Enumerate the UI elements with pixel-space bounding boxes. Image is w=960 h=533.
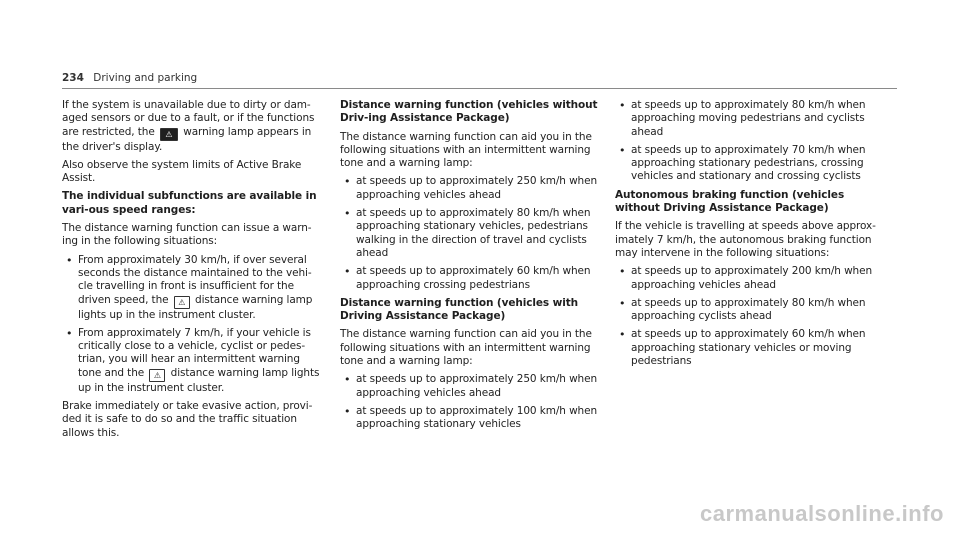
paragraph-intro: The distance warning function can aid you in the following situations with an intermittent warning tone and a warning lamp: xyxy=(340,130,592,170)
paragraph-system-limits: Also observe the system limits of Active Brake Assist. xyxy=(62,158,302,185)
list-item xyxy=(62,254,320,322)
list-item: • at speeds up to approximately 100 km/h when approaching stationary vehicles xyxy=(340,405,602,432)
list-item: • at speeds up to approximately 80 km/h when approaching stationary vehicles, pedestrians walking in the direction of travel and cyclists ahead xyxy=(340,207,602,260)
list-item-text: From approximately 30 km/h, if over several seconds the distance maintained to the vehi-cle travelling in front is insufficient for the driven speed, the xyxy=(78,253,312,306)
list-item: • at speeds up to approximately 70 km/h when approaching stationary pedestrians, crossing vehicles and stationary and crossing cyclists xyxy=(615,144,885,184)
paragraph-text: warning lamp appears in the driver's display. xyxy=(62,125,312,153)
section-title: Driving and parking xyxy=(93,72,198,84)
page-number: 234 xyxy=(62,72,84,84)
bullet-list-left xyxy=(62,254,320,395)
paragraph-text: If the system is unavailable due to dirty or dam-aged sensors or due to a fault, or if the functions are restricted, the xyxy=(62,99,315,138)
bullet-list-autonomous xyxy=(615,265,885,368)
page-header xyxy=(62,72,197,84)
brake-assist-warning-icon: ⚠ xyxy=(160,128,178,141)
list-item: • at speeds up to approximately 80 km/h when approaching cyclists ahead xyxy=(615,297,885,324)
watermark: carmanualsonline.info xyxy=(700,501,944,526)
list-item: • at speeds up to approximately 250 km/h when approaching vehicles ahead xyxy=(340,373,602,400)
list-item: • at speeds up to approximately 80 km/h when approaching moving pedestrians and cyclists ahead xyxy=(615,99,885,139)
heading-without-package: Distance warning function (vehicles without Driv-ing Assistance Package) xyxy=(340,99,598,125)
paragraph-brake-immediately: Brake immediately or take evasive action, provi-ded it is safe to do so and the traffic situation allows this. xyxy=(62,400,313,439)
paragraph-distance-warning: The distance warning function can issue a warn-ing in the following situations: xyxy=(62,222,312,248)
column-middle xyxy=(340,99,602,437)
distance-warning-lamp-icon: ⚠ xyxy=(149,369,165,382)
paragraph-intro: The distance warning function can aid you in the following situations with an intermittent warning tone and a warning lamp: xyxy=(340,328,592,368)
list-item-text: distance warning lamp lights up in the instrument cluster. xyxy=(78,366,320,394)
column-right xyxy=(615,99,885,373)
bullet-list-without-package xyxy=(340,175,602,291)
heading-speed-ranges: The individual subfunctions are available in vari-ous speed ranges: xyxy=(62,190,317,216)
paragraph-unavailable xyxy=(62,99,320,154)
heading-with-package: Distance warning function (vehicles with Driving Assistance Package) xyxy=(340,296,579,323)
column-left xyxy=(62,99,320,445)
list-item: • at speeds up to approximately 60 km/h when approaching stationary vehicles or moving pedestrians xyxy=(615,328,885,368)
bullet-list-with-package xyxy=(340,373,602,431)
list-item: • at speeds up to approximately 200 km/h when approaching vehicles ahead xyxy=(615,265,885,292)
list-item xyxy=(62,327,320,395)
header-divider xyxy=(62,88,897,89)
list-item-text: From approximately 7 km/h, if your vehicle is critically close to a vehicle, cyclist or pedes-trian, you will hear an intermittent warning tone and the xyxy=(78,326,311,379)
heading-autonomous-braking: Autonomous braking function (vehicles without Driving Assistance Package) xyxy=(615,188,845,215)
list-item: • at speeds up to approximately 60 km/h when approaching crossing pedestrians xyxy=(340,265,602,292)
list-item: • at speeds up to approximately 250 km/h when approaching vehicles ahead xyxy=(340,175,602,202)
list-item-text: distance warning lamp lights up in the instrument cluster. xyxy=(78,293,313,321)
bullet-list-continued xyxy=(615,99,885,184)
paragraph-autonomous-intro: If the vehicle is travelling at speeds above approx-imately 7 km/h, the autonomous braking function may intervene in the following situations: xyxy=(615,220,876,259)
distance-warning-lamp-icon: ⚠ xyxy=(174,296,190,309)
